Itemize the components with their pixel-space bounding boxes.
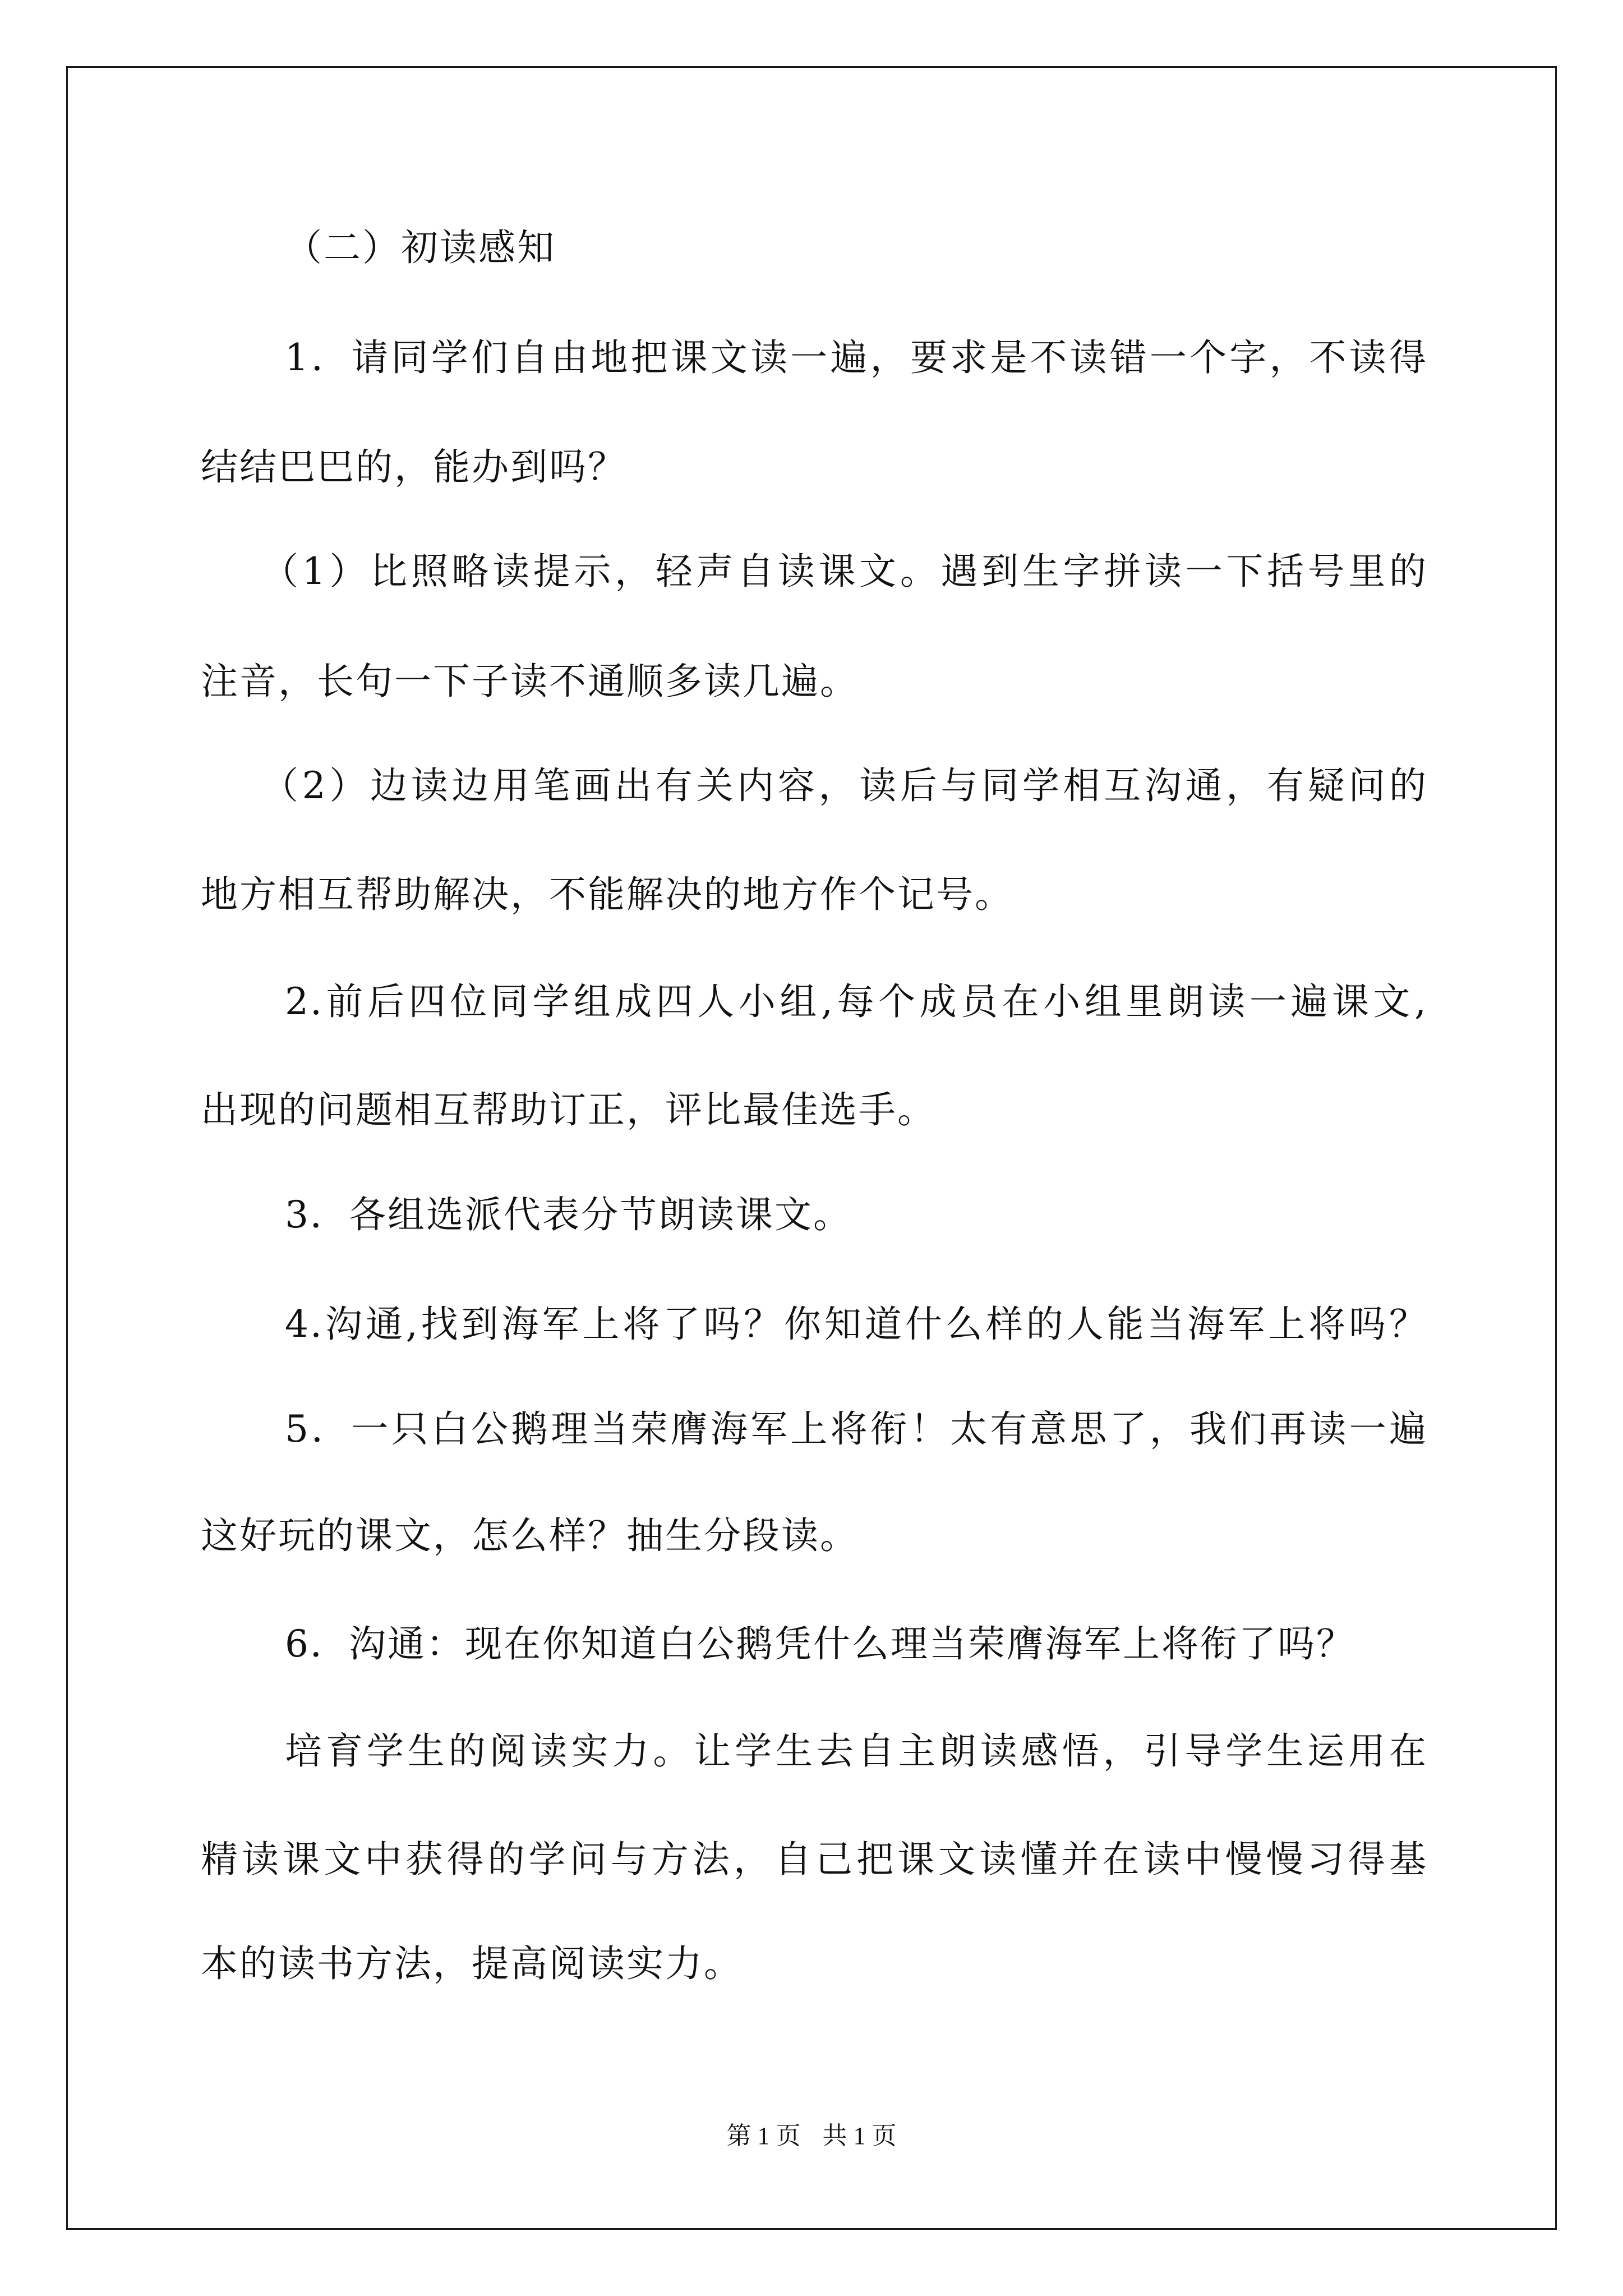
paragraph-line: 地方相互帮助解决，不能解决的地方作个记号。 [201,873,1013,916]
paragraph-line: 结结巴巴的，能办到吗？ [201,445,626,489]
page-border [66,66,1557,2230]
paragraph-line: 1．请同学们自由地把课文读一遍，要求是不读错一个字，不读得 [285,336,1428,379]
paragraph-line: （1）比照略读提示，轻声自读课文。遇到生字拼读一下括号里的 [261,550,1428,593]
paragraph-line: 出现的问题相互帮助订正，评比最佳选手。 [201,1088,936,1131]
paragraph-line: 4.沟通,找到海军上将了吗？你知道什么样的人能当海军上将吗？ [285,1303,1428,1346]
paragraph-line: （2）边读边用笔画出有关内容，读后与同学相互沟通，有疑问的 [261,764,1428,807]
paragraph-line: 本的读书方法，提高阅读实力。 [201,1942,743,1985]
section-heading: （二）初读感知 [285,226,556,269]
paragraph-line: 2.前后四位同学组成四人小组,每个成员在小组里朗读一遍课文, [285,980,1428,1023]
paragraph-line: 6．沟通：现在你知道白公鹅凭什么理当荣膺海军上将衔了吗？ [285,1622,1355,1665]
page-footer [0,2119,1623,2153]
page-total: 共 1 页 [822,2122,897,2150]
paragraph-line: 5．一只白公鹅理当荣膺海军上将衔！太有意思了，我们再读一遍 [285,1407,1428,1451]
paragraph-line: 注音，长句一下子读不通顺多读几遍。 [201,660,859,703]
page-number: 第 1 页 [726,2122,801,2150]
paragraph-line: 精读课文中获得的学问与方法，自己把课文读懂并在读中慢慢习得基 [201,1838,1428,1881]
paragraph-line: 培育学生的阅读实力。让学生去自主朗读感悟，引导学生运用在 [285,1729,1428,1773]
paragraph-line: 3．各组选派代表分节朗读课文。 [285,1193,852,1236]
paragraph-line: 这好玩的课文，怎么样？抽生分段读。 [201,1514,859,1557]
